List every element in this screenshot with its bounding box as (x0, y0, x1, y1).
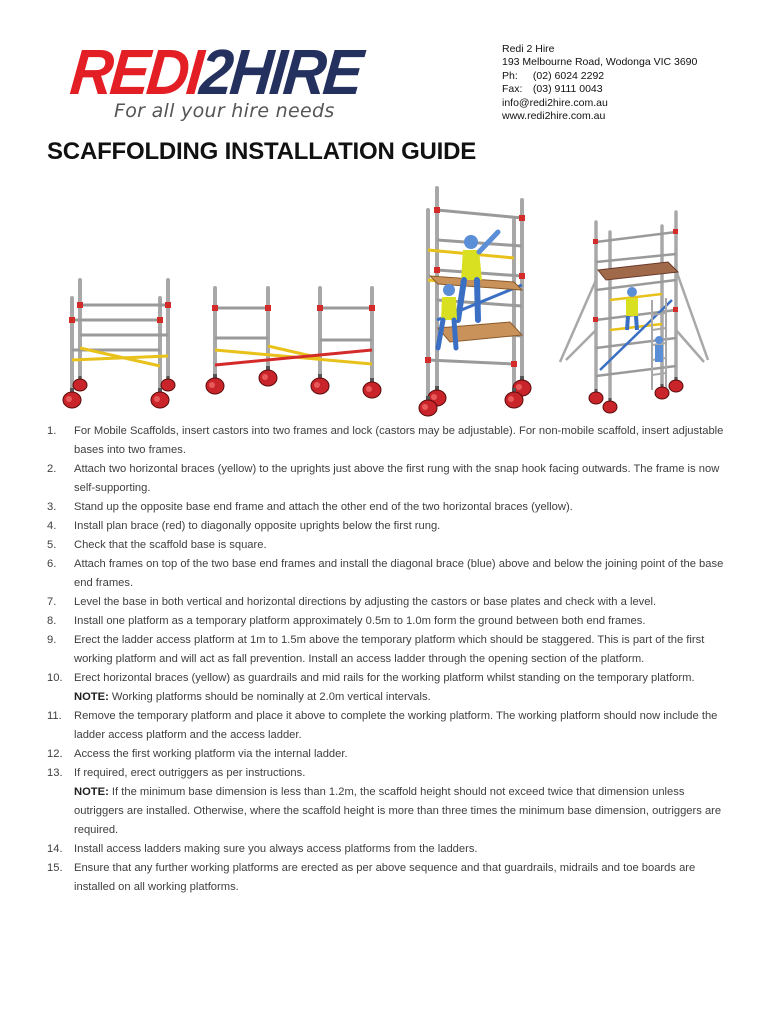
step-note (74, 688, 727, 707)
note-text: Working platforms should be nominally at 2.0m vertical intervals. (108, 691, 431, 703)
step-number: 13. (47, 767, 63, 779)
step-text: Access the first working platform via the internal ladder. (74, 748, 348, 760)
step-number: 4. (47, 520, 57, 532)
email-link[interactable]: info@redi2hire.com.au (502, 96, 608, 109)
step-number: 8. (47, 615, 57, 627)
step-text: Ensure that any further working platforms are erected as per above sequence and that guardrails, midrails and toe boards are installed on all working platforms. (74, 862, 696, 893)
instruction-step (47, 669, 727, 707)
logo-wordmark (67, 36, 364, 108)
scaffold-illustration (40, 180, 730, 420)
company-logo (67, 36, 380, 130)
note-label: NOTE: (74, 786, 109, 798)
step-number: 6. (47, 558, 57, 570)
step-text: Attach frames on top of the two base end frames and install the diagonal brace (blue) above and below the joining point of the base end frames. (74, 558, 724, 589)
stage-2-base-square (206, 288, 381, 398)
stage-3-tower-workers (419, 188, 531, 416)
instruction-step (47, 859, 727, 897)
address: 193 Melbourne Road, Wodonga VIC 3690 (502, 56, 698, 69)
instruction-step (47, 460, 727, 498)
step-number: 7. (47, 596, 57, 608)
step-text: Erect the ladder access platform at 1m to 1.5m above the temporary platform which should be staggered. This is part of the first working platform and will act as fall prevention. Install an access ladder through the opening section of the platform. (74, 634, 705, 665)
instruction-step (47, 555, 727, 593)
step-number: 15. (47, 862, 63, 874)
instruction-step (47, 517, 727, 536)
contact-block (502, 43, 697, 123)
fax-number: (03) 9111 0043 (532, 83, 603, 96)
step-text: Attach two horizontal braces (yellow) to the uprights just above the first rung with the snap hook facing outwards. The frame is now self-supporting. (74, 463, 720, 494)
website-link[interactable]: www.redi2hire.com.au (502, 110, 606, 123)
phone-label: Ph: (502, 69, 518, 82)
company-name: Redi 2 Hire (502, 43, 555, 55)
step-number: 9. (47, 634, 57, 646)
phone-number: (02) 6024 2292 (532, 69, 605, 82)
step-number: 5. (47, 539, 57, 551)
note-label: NOTE: (74, 691, 109, 703)
step-text: Stand up the opposite base end frame and attach the other end of the two horizontal braces (yellow). (74, 501, 573, 513)
instruction-step (47, 536, 727, 555)
step-number: 1. (47, 425, 57, 437)
step-number: 11. (47, 710, 62, 722)
logo-tagline: For all your hire needs (114, 100, 335, 122)
step-text: Install access ladders making sure you always access platforms from the ladders. (74, 843, 478, 855)
instruction-step (47, 422, 727, 460)
step-text: Check that the scaffold base is square. (74, 539, 267, 551)
instruction-step (47, 745, 727, 764)
phone-line (502, 70, 697, 83)
instruction-step (47, 498, 727, 517)
step-number: 2. (47, 463, 57, 475)
instruction-step (47, 764, 727, 840)
step-text: Install plan brace (red) to diagonally opposite uprights below the first rung. (74, 520, 441, 532)
step-text: Level the base in both vertical and horizontal directions by adjusting the castors or base plates and check with a level. (74, 596, 657, 608)
step-text: Install one platform as a temporary platform approximately 0.5m to 1.0m form the ground between both end frames. (74, 615, 646, 627)
instruction-step (47, 593, 727, 612)
stage-4-tower-outriggers (560, 212, 708, 413)
page-title: SCAFFOLDING INSTALLATION GUIDE (47, 138, 477, 165)
step-text: If required, erect outriggers as per instructions. (74, 767, 306, 779)
instruction-steps (47, 422, 727, 897)
step-number: 3. (47, 501, 57, 513)
note-text: If the minimum base dimension is less than 1.2m, the scaffold height should not exceed twice that dimension unless outriggers are installed. Otherwise, where the scaffold height is more than three times the minimum base dimension, outriggers are required. (74, 786, 722, 836)
logo-word-navy: 2HIRE (197, 36, 364, 108)
fax-line (502, 83, 697, 96)
step-text: Erect horizontal braces (yellow) as guardrails and mid rails for the working platform whilst standing on the temporary platform. (74, 672, 695, 684)
instruction-step (47, 631, 727, 669)
scaffold-stages-svg (40, 180, 730, 420)
step-note (74, 783, 727, 840)
stage-1-base-frames (63, 280, 175, 408)
step-number: 10. (47, 672, 63, 684)
step-number: 12. (47, 748, 63, 760)
logo-word-red: REDI (67, 36, 205, 108)
step-number: 14. (47, 843, 63, 855)
step-text: For Mobile Scaffolds, insert castors into two frames and lock (castors may be adjustable). For non-mobile scaffold, insert adjustable bases into two frames. (74, 425, 724, 456)
step-text: Remove the temporary platform and place it above to complete the working platform. The working platform should now include the ladder access platform and the access ladder. (74, 710, 718, 741)
fax-label: Fax: (502, 83, 523, 96)
instruction-step (47, 612, 727, 631)
instruction-step (47, 840, 727, 859)
instruction-step (47, 707, 727, 745)
